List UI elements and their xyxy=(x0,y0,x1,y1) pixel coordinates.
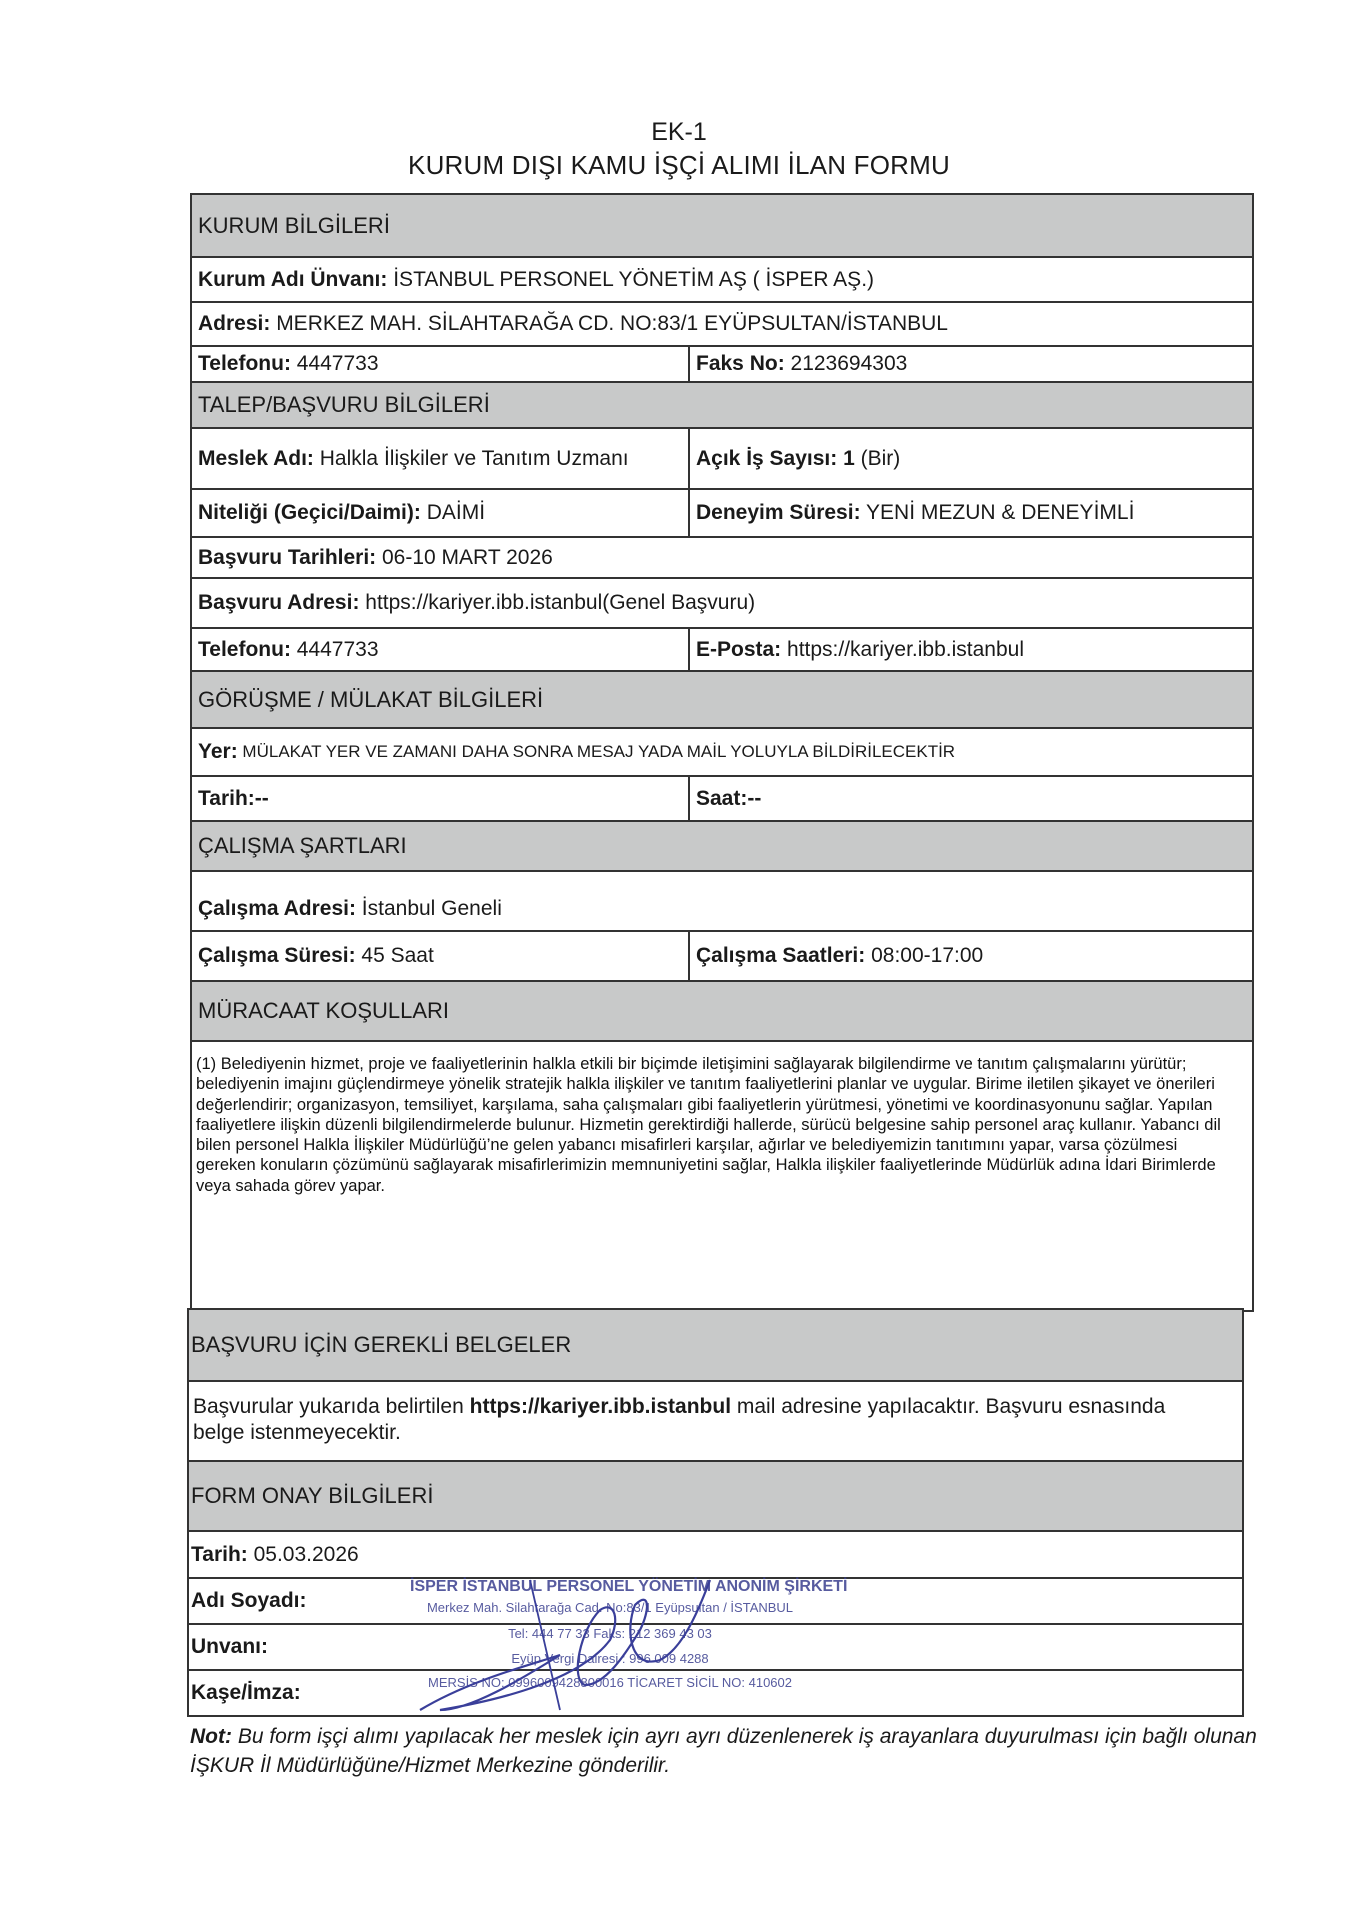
section-talep xyxy=(192,383,1252,429)
note-label: Not: xyxy=(190,1725,232,1748)
row-kurum-contact xyxy=(192,347,1252,383)
field-label: Kurum Adı Ünvanı: xyxy=(198,267,388,291)
interview-date: Tarih:-- xyxy=(198,786,269,810)
field-label: Açık İş Sayısı: 1 xyxy=(696,446,855,470)
interview-time: Saat:-- xyxy=(696,786,762,810)
field-value: 4447733 xyxy=(290,637,379,661)
section-onay xyxy=(189,1462,1242,1532)
field-label: E-Posta: xyxy=(696,637,782,661)
field-label: Başvuru Adresi: xyxy=(198,591,360,614)
row-dates xyxy=(192,538,1252,579)
section-kurum xyxy=(192,195,1252,258)
field-label: Niteliği (Geçici/Daimi): xyxy=(198,501,421,524)
field-value: Halkla İlişkiler ve Tanıtım Uzmanı xyxy=(313,446,629,470)
field-label: Adı Soyadı: xyxy=(191,1589,307,1612)
row-documents xyxy=(189,1382,1242,1462)
form-table xyxy=(190,193,1254,1312)
field-label: Telefonu: xyxy=(198,352,291,375)
row-date-time xyxy=(192,777,1252,822)
section-title: BAŞVURU İÇİN GEREKLİ BELGELER xyxy=(191,1332,572,1357)
field-value: 06-10 MART 2026 xyxy=(376,545,553,569)
section-belgeler xyxy=(189,1310,1242,1382)
stamp-line: İSPER İSTANBUL PERSONEL YÖNETİM ANONİM ŞİRKETİ xyxy=(410,1578,848,1595)
field-label: Faks No: xyxy=(696,352,785,375)
annex-label: EK-1 xyxy=(651,118,707,146)
row-work-duration xyxy=(192,932,1252,982)
row-kurum-name xyxy=(192,258,1252,303)
section-title: GÖRÜŞME / MÜLAKAT BİLGİLERİ xyxy=(198,686,544,712)
field-value: (Bir) xyxy=(854,446,901,470)
form-title: KURUM DIŞI KAMU İŞÇİ ALIMI İLAN FORMU xyxy=(408,150,950,180)
section-title: MÜRACAAT KOŞULLARI xyxy=(198,998,450,1023)
field-value: 4447733 xyxy=(290,352,379,375)
row-apply-address xyxy=(192,579,1252,629)
field-value: MÜLAKAT YER VE ZAMANI DAHA SONRA MESAJ YADA MAİL YOLUYLA BİLDİRİLECEKTİR xyxy=(237,742,956,761)
field-label: Kaşe/İmza: xyxy=(191,1681,301,1704)
field-label: Tarih: xyxy=(191,1542,248,1566)
field-label: Çalışma Saatleri: xyxy=(696,944,866,967)
row-work-address xyxy=(192,872,1252,932)
section-title: TALEP/BAŞVURU BİLGİLERİ xyxy=(198,392,490,417)
field-value: İstanbul Geneli xyxy=(355,897,502,920)
footnote xyxy=(190,1722,1270,1780)
note-text: Bu form işçi alımı yapılacak her meslek için ayrı ayrı düzenlenerek iş arayanlara duyurulması için bağlı olunan İŞKUR İl Müdürlüğüne/Hizmet Merkezine gönderilir. xyxy=(190,1725,1257,1777)
row-nature xyxy=(192,490,1252,538)
field-label: Başvuru Tarihleri: xyxy=(198,545,377,569)
field-label: Deneyim Süresi: xyxy=(696,501,861,524)
field-value: 05.03.2026 xyxy=(247,1542,359,1566)
documents-text xyxy=(193,1394,1222,1446)
documents-text-before: Başvurular yukarıda belirtilen xyxy=(193,1395,470,1418)
field-label: Çalışma Adresi: xyxy=(198,897,356,920)
field-label: Adresi: xyxy=(198,312,271,335)
section-muracaat xyxy=(192,982,1252,1042)
field-label: Meslek Adı: xyxy=(198,446,314,470)
field-value: 2123694303 xyxy=(784,352,908,375)
stamp-line: Eyüp Vergi Dairesi : 996 009 4288 xyxy=(511,1651,709,1666)
field-value: DAİMİ xyxy=(420,501,486,524)
field-value: 08:00-17:00 xyxy=(865,944,984,967)
email-link[interactable]: https://kariyer.ibb.istanbul xyxy=(781,637,1024,661)
field-label: Telefonu: xyxy=(198,637,291,661)
row-kurum-address xyxy=(192,303,1252,347)
conditions-text: (1) Belediyenin hizmet, proje ve faaliyetlerinin halkla etkili bir biçimde iletişimini sağlayarak bilgilendirme ve tanıtım çalışmalarını yürütür; belediyenin imajını güçlendirmeye yönelik stratejik halkla ilişkiler ve tanıtım faaliyetlerini planlar ve uygular. Birime iletilen şikayet ve önerileri değerlendirir; organizasyon, temsiliyet, karşılama, saha çalışmaları gibi faaliyetlerin yürütmesi, yönetimi ve koordinasyonunu sağlar. Yapılan faaliyetlere ilişkin düzenli bilgilendirmelerde bulunur. Hizmetin gerektirdiği hallerde, sürücü belgesine sahip personel araç kullanır. Yabancı dil bilen personel Halkla İlişkiler Müdürlüğü’ne gelen yabancı misafirleri karşılar, ağırlar ve belediyemizin tanıtımını yapar, varsa çözülmesi gereken konuların çözümünü sağlayarak misafirlerimizin memnuniyetini sağlar, Halkla ilişkiler faaliyetlerinde Müdürlük adına İdari Birimlerde veya sahada görev yapar. xyxy=(196,1055,1221,1195)
documents-text-after: mail adresine yapılacaktır. Başvuru esnasında belge istenmeyecektir. xyxy=(193,1395,1166,1444)
row-place xyxy=(192,729,1252,777)
stamp-line: Merkez Mah. Silahtarağa Cad. No:83/1 Eyüpsultan / İSTANBUL xyxy=(426,1600,794,1615)
row-job xyxy=(192,429,1252,490)
section-title: FORM ONAY BİLGİLERİ xyxy=(191,1483,434,1508)
section-title: ÇALIŞMA ŞARTLARI xyxy=(198,833,407,858)
apply-address-link[interactable]: https://kariyer.ibb.istanbul(Genel Başvuru) xyxy=(359,591,756,614)
field-value: 45 Saat xyxy=(355,944,434,967)
field-value: İSTANBUL PERSONEL YÖNETİM AŞ ( İSPER AŞ.) xyxy=(387,267,875,291)
section-title: KURUM BİLGİLERİ xyxy=(198,212,390,238)
section-calisma xyxy=(192,822,1252,872)
signature-icon xyxy=(410,1560,730,1730)
field-label: Unvanı: xyxy=(191,1635,269,1658)
stamp-line: MERSİS NO: 0996009428800016 TİCARET SİCİL NO: 410602 xyxy=(428,1675,792,1690)
field-value: YENİ MEZUN & DENEYİMLİ xyxy=(860,501,1135,524)
stamp-line: Tel: 444 77 33 Faks: 212 369 43 03 xyxy=(508,1626,712,1641)
documents-link[interactable]: https://kariyer.ibb.istanbul xyxy=(469,1395,732,1418)
field-label: Yer: xyxy=(198,740,238,763)
field-value: MERKEZ MAH. SİLAHTARAĞA CD. NO:83/1 EYÜPSULTAN/İSTANBUL xyxy=(270,312,948,335)
row-conditions xyxy=(192,1042,1252,1312)
row-apply-contact xyxy=(192,629,1252,672)
section-mulakat xyxy=(192,672,1252,729)
field-label: Çalışma Süresi: xyxy=(198,944,356,967)
